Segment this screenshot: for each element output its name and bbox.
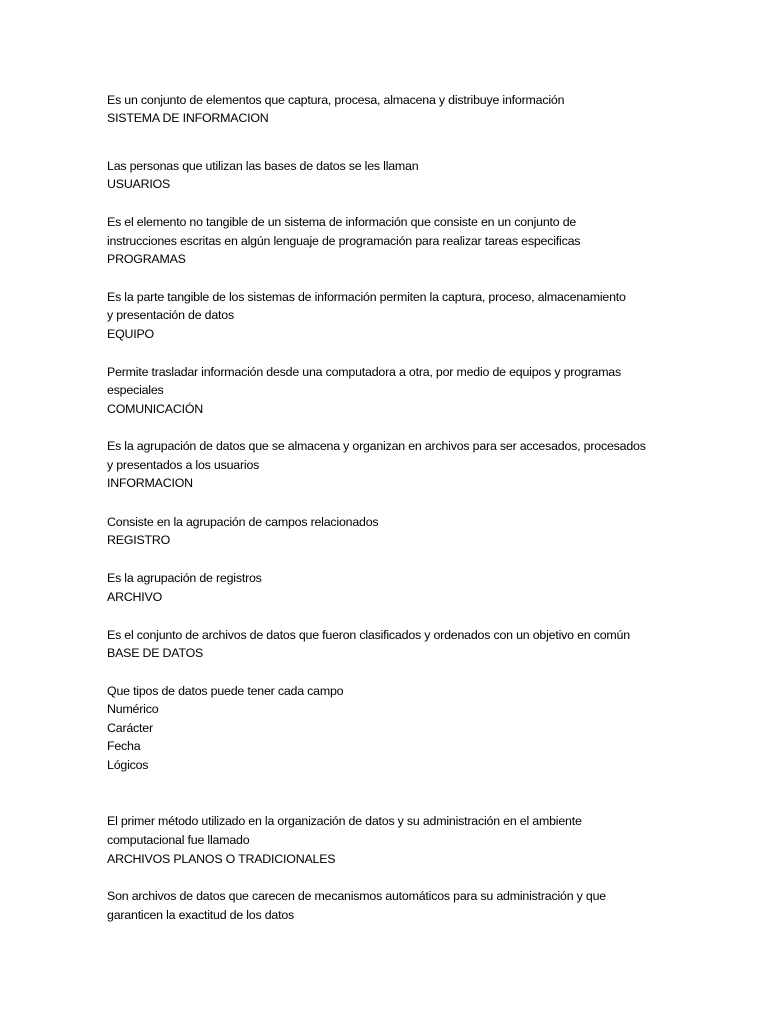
text-line: Que tipos de datos puede tener cada campo bbox=[107, 684, 344, 698]
text-line: Es la parte tangible de los sistemas de información permiten la captura, proceso, almacenamiento bbox=[107, 290, 626, 304]
answer-line: ARCHIVOS PLANOS O TRADICIONALES bbox=[107, 852, 336, 866]
list-item: Fecha bbox=[107, 739, 141, 753]
answer-line: ARCHIVO bbox=[107, 590, 163, 604]
list-item: Carácter bbox=[107, 721, 153, 735]
text-line: garanticen la exactitud de los datos bbox=[107, 908, 295, 922]
text-line: Es el elemento no tangible de un sistema de información que consiste en un conjunto de bbox=[107, 215, 577, 229]
text-line: computacional fue llamado bbox=[107, 833, 250, 847]
text-line: Permite trasladar información desde una computadora a otra, por medio de equipos y programas bbox=[107, 365, 621, 379]
text-line: especiales bbox=[107, 383, 164, 397]
answer-line: REGISTRO bbox=[107, 533, 171, 547]
answer-line: SISTEMA DE INFORMACION bbox=[107, 111, 269, 125]
text-line: instrucciones escritas en algún lenguaje de programación para realizar tareas especificas bbox=[107, 234, 581, 248]
answer-line: COMUNICACIÓN bbox=[107, 402, 204, 416]
text-line: Es un conjunto de elementos que captura, procesa, almacena y distribuye información bbox=[107, 93, 565, 107]
answer-line: EQUIPO bbox=[107, 327, 154, 341]
text-line: Es la agrupación de datos que se almacena y organizan en archivos para ser accesados, procesados bbox=[107, 439, 646, 453]
answer-line: USUARIOS bbox=[107, 177, 171, 191]
list-item: Lógicos bbox=[107, 758, 149, 772]
text-line: Las personas que utilizan las bases de datos se les llaman bbox=[107, 159, 419, 173]
list-item: Numérico bbox=[107, 702, 159, 716]
text-line: Consiste en la agrupación de campos relacionados bbox=[107, 515, 379, 529]
text-line: Es la agrupación de registros bbox=[107, 571, 262, 585]
text-line: Son archivos de datos que carecen de mecanismos automáticos para su administración y que bbox=[107, 889, 606, 903]
answer-line: INFORMACION bbox=[107, 476, 193, 490]
answer-line: BASE DE DATOS bbox=[107, 646, 204, 660]
text-line: Es el conjunto de archivos de datos que fueron clasificados y ordenados con un objetivo en común bbox=[107, 628, 630, 642]
text-line: y presentados a los usuarios bbox=[107, 458, 260, 472]
answer-line: PROGRAMAS bbox=[107, 252, 186, 266]
text-line: y presentación de datos bbox=[107, 308, 234, 322]
text-line: El primer método utilizado en la organización de datos y su administración en el ambiente bbox=[107, 814, 582, 828]
